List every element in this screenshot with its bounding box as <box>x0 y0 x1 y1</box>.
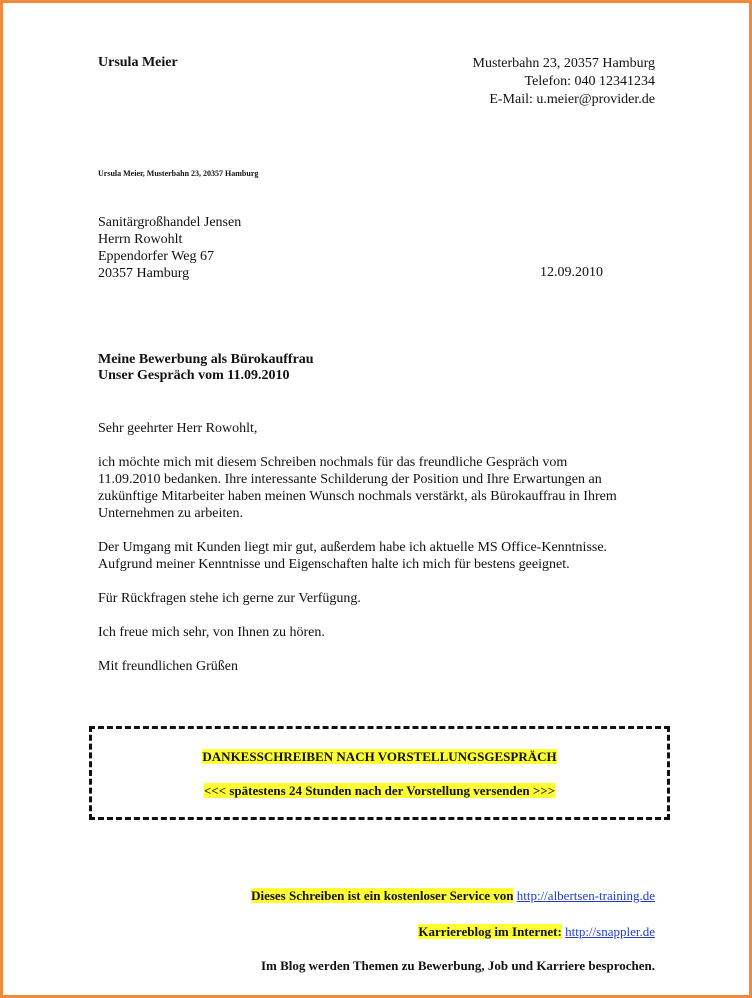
subject-line-2: Unser Gespräch vom 11.09.2010 <box>98 368 290 383</box>
return-address-line: Ursula Meier, Musterbahn 23, 20357 Hamburg <box>98 169 259 178</box>
paragraph-1-line-1: ich möchte mich mit diesem Schreiben nochmals für das freundliche Gespräch vom <box>98 455 568 470</box>
paragraph-2-line-2: Aufgrund meiner Kenntnisse und Eigenschaften halte ich mich für bestens geeignet. <box>98 557 570 572</box>
subject-line-1: Meine Bewerbung als Bürokauffrau <box>98 352 314 367</box>
letter-date: 12.09.2010 <box>540 265 603 280</box>
sender-address-block <box>473 55 656 109</box>
blog-label: Karriereblog im Internet: <box>418 924 562 939</box>
service-link[interactable]: http://albertsen-training.de <box>516 888 655 903</box>
recipient-address-block <box>98 214 241 282</box>
recipient-company: Sanitärgroßhandel Jensen <box>98 215 242 230</box>
notice-box <box>89 726 670 820</box>
service-label: Dieses Schreiben ist ein kostenloser Service von <box>251 888 514 903</box>
subject-block <box>98 352 314 384</box>
notice-subtitle-row <box>92 783 667 799</box>
footer-blog-topics: Im Blog werden Themen zu Bewerbung, Job und Karriere besprochen. <box>261 958 655 973</box>
paragraph-1-line-4: Unternehmen zu arbeiten. <box>98 506 243 521</box>
letter-body <box>98 420 698 675</box>
sender-name: Ursula Meier <box>98 55 178 70</box>
sender-phone: Telefon: 040 12341234 <box>524 74 655 89</box>
blog-link[interactable]: http://snappler.de <box>565 924 655 939</box>
closing: Mit freundlichen Grüßen <box>98 659 238 674</box>
sender-email: E-Mail: u.meier@provider.de <box>489 92 655 107</box>
paragraph-2-line-1: Der Umgang mit Kunden liegt mir gut, außerdem habe ich aktuelle MS Office-Kenntnisse. <box>98 540 608 555</box>
recipient-person: Herrn Rowohlt <box>98 232 183 247</box>
salutation: Sehr geehrter Herr Rowohlt, <box>98 421 258 436</box>
notice-title-row <box>92 749 667 765</box>
notice-title: DANKESSCHREIBEN NACH VORSTELLUNGSGESPRÄCH <box>202 749 557 764</box>
paragraph-4: Ich freue mich sehr, von Ihnen zu hören. <box>98 625 325 640</box>
paragraph-3: Für Rückfragen stehe ich gerne zur Verfügung. <box>98 591 361 606</box>
footer-blog-line <box>418 924 655 940</box>
recipient-street: Eppendorfer Weg 67 <box>98 249 215 264</box>
notice-subtitle: <<< spätestens 24 Stunden nach der Vorstellung versenden >>> <box>203 783 556 798</box>
sender-street: Musterbahn 23, 20357 Hamburg <box>472 56 655 71</box>
paragraph-1-line-3: zukünftige Mitarbeiter haben meinen Wunsch nochmals verstärkt, als Bürokauffrau in Ihrem <box>98 489 617 504</box>
recipient-city: 20357 Hamburg <box>98 266 190 281</box>
paragraph-1-line-2: 11.09.2010 bedanken. Ihre interessante Schilderung der Position und Ihre Erwartungen an <box>98 472 602 487</box>
footer-service-line <box>251 888 655 904</box>
